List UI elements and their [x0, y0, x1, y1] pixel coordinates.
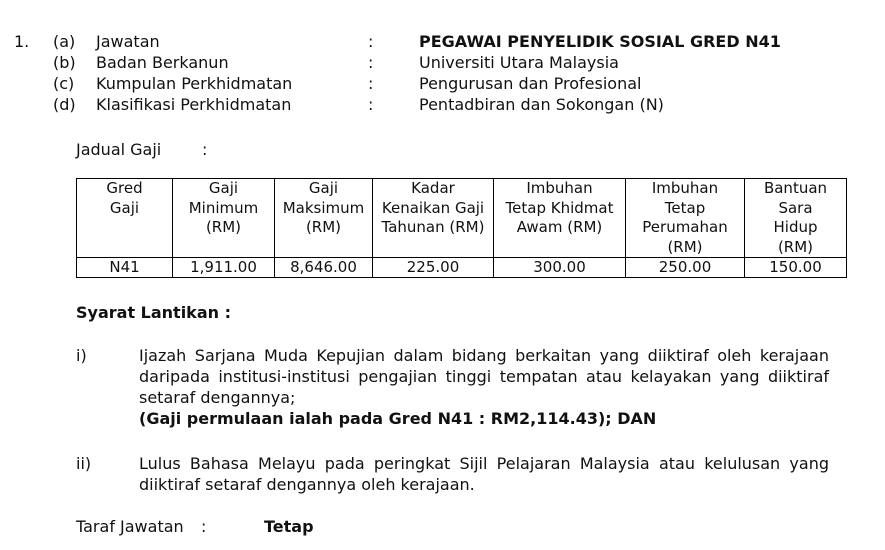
header-gaji-minimum: Gaji Minimum (RM)	[173, 179, 275, 258]
detail-value-kumpulan: Pengurusan dan Profesional	[419, 74, 642, 93]
salary-table-header-row	[77, 179, 847, 258]
table-row	[77, 258, 847, 278]
detail-marker-d: (d)	[53, 95, 76, 114]
detail-label-badan: Badan Berkanun	[96, 53, 229, 72]
syarat-note-1: (Gaji permulaan ialah pada Gred N41 : RM2,114.43); DAN	[139, 409, 657, 428]
jadual-gaji-colon: :	[202, 140, 208, 159]
item-number: 1.	[14, 32, 30, 51]
detail-label-klasifikasi: Klasifikasi Perkhidmatan	[96, 95, 292, 114]
cell-imbuhan-khidmat: 300.00	[494, 258, 626, 278]
detail-value-klasifikasi: Pentadbiran dan Sokongan (N)	[419, 95, 664, 114]
detail-value-badan: Universiti Utara Malaysia	[419, 53, 619, 72]
syarat-marker-1: i)	[76, 346, 87, 365]
cell-gred: N41	[77, 258, 173, 278]
syarat-text-1: Ijazah Sarjana Muda Kepujian dalam bidang berkaitan yang diiktiraf oleh kerajaan daripada institusi-institusi pengajian tinggi tempatan atau kelayakan yang diiktiraf setaraf dengannya;	[139, 346, 829, 407]
syarat-heading: Syarat Lantikan :	[76, 303, 231, 322]
taraf-label: Taraf Jawatan	[76, 517, 184, 536]
header-gred-gaji: Gred Gaji	[77, 179, 173, 258]
detail-colon: :	[368, 53, 374, 72]
header-gaji-maksimum: Gaji Maksimum (RM)	[275, 179, 373, 258]
detail-marker-c: (c)	[53, 74, 75, 93]
detail-value-jawatan: PEGAWAI PENYELIDIK SOSIAL GRED N41	[419, 32, 781, 51]
detail-marker-a: (a)	[53, 32, 76, 51]
detail-colon: :	[368, 95, 374, 114]
syarat-text-2: Lulus Bahasa Melayu pada peringkat Sijil Pelajaran Malaysia atau kelulusan yang diiktiraf setaraf dengannya oleh kerajaan.	[139, 454, 829, 494]
cell-bantuan-sara-hidup: 150.00	[745, 258, 847, 278]
detail-label-jawatan: Jawatan	[96, 32, 160, 51]
cell-gaji-minimum: 1,911.00	[173, 258, 275, 278]
detail-colon: :	[368, 74, 374, 93]
salary-table	[76, 178, 847, 278]
detail-marker-b: (b)	[53, 53, 76, 72]
cell-gaji-maksimum: 8,646.00	[275, 258, 373, 278]
taraf-colon: :	[201, 517, 207, 536]
taraf-value: Tetap	[264, 517, 314, 536]
detail-label-kumpulan: Kumpulan Perkhidmatan	[96, 74, 293, 93]
cell-imbuhan-perumahan: 250.00	[626, 258, 745, 278]
syarat-marker-2: ii)	[76, 454, 92, 473]
jadual-gaji-label: Jadual Gaji	[76, 140, 162, 159]
cell-kadar-kenaikan: 225.00	[373, 258, 494, 278]
detail-colon: :	[368, 32, 374, 51]
header-imbuhan-perumahan: Imbuhan Tetap Perumahan (RM)	[626, 179, 745, 258]
header-imbuhan-khidmat: Imbuhan Tetap Khidmat Awam (RM)	[494, 179, 626, 258]
header-kadar-kenaikan: Kadar Kenaikan Gaji Tahunan (RM)	[373, 179, 494, 258]
header-bantuan-sara-hidup: Bantuan Sara Hidup (RM)	[745, 179, 847, 258]
